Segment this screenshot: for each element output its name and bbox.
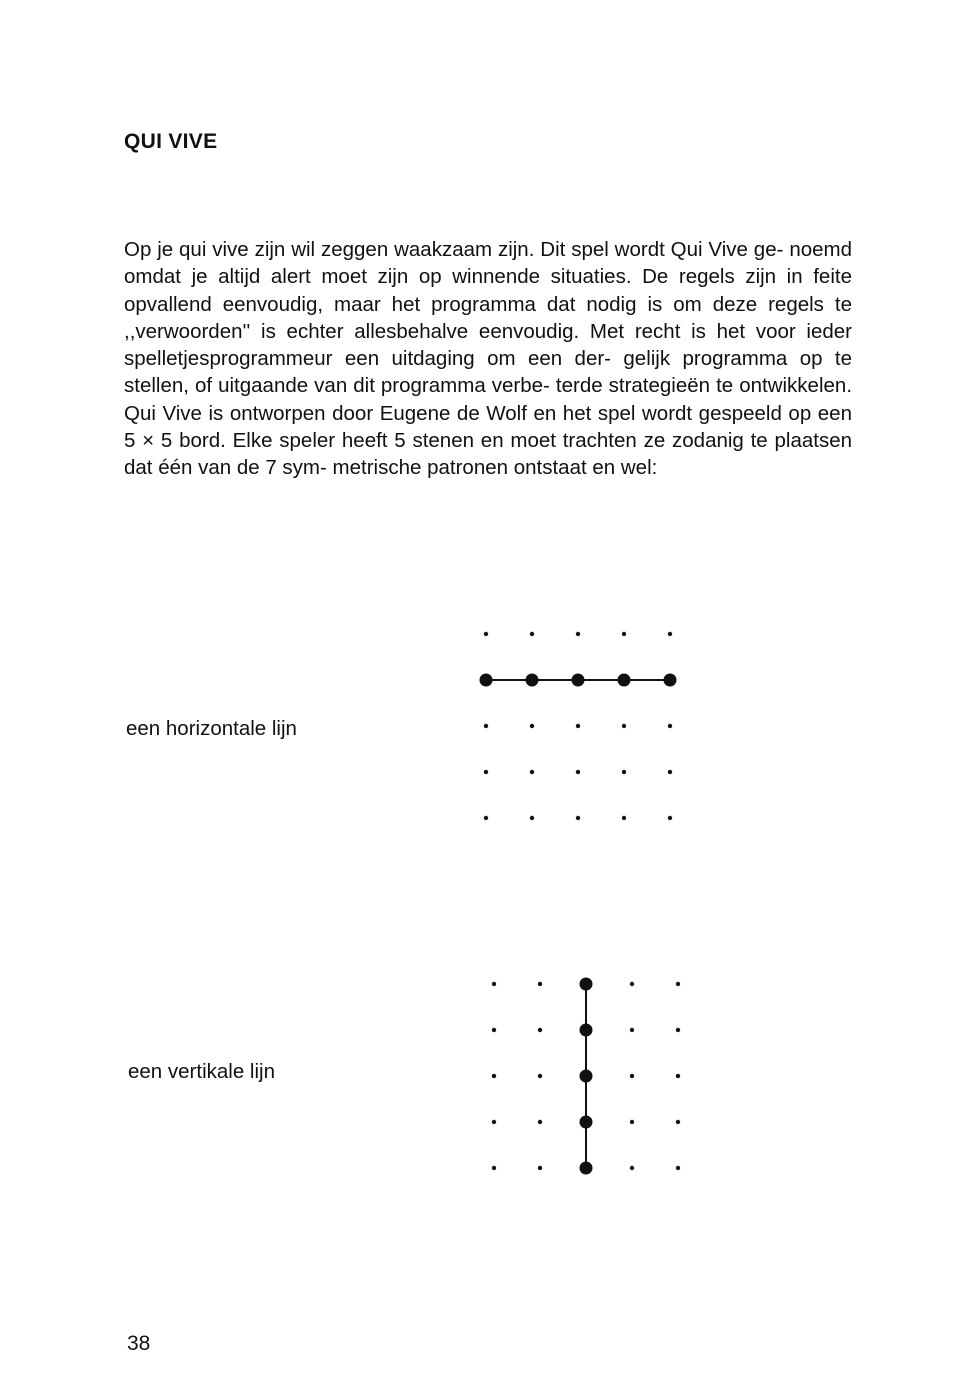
pattern-label-vertical: een vertikale lijn bbox=[128, 1060, 275, 1083]
stone bbox=[618, 674, 631, 687]
intro-line: gelijk programma op te stellen, of uitgaande van dit programma verbe- bbox=[124, 347, 852, 398]
grid-dot bbox=[530, 724, 534, 728]
page-number: 38 bbox=[127, 1332, 151, 1355]
grid-dot bbox=[630, 1166, 634, 1170]
grid-dot bbox=[676, 1028, 680, 1032]
grid-dot bbox=[492, 982, 496, 986]
intro-line: 5 stenen en moet trachten ze zodanig te plaatsen dat één van de 7 sym- bbox=[124, 429, 852, 480]
grid-dot bbox=[492, 1074, 496, 1078]
intro-line: recht is het voor ieder spelletjesprogrammeur een uitdaging om een der- bbox=[124, 319, 853, 371]
grid-dot bbox=[492, 1028, 496, 1032]
pattern-board-vertical bbox=[478, 968, 698, 1188]
grid-dot bbox=[538, 1074, 542, 1078]
intro-line: metrische patronen ontstaat en wel: bbox=[332, 456, 658, 480]
intro-paragraph bbox=[124, 236, 852, 482]
stone bbox=[580, 1116, 593, 1129]
section-title: QUI VIVE bbox=[124, 130, 218, 153]
grid-dot bbox=[484, 724, 488, 728]
grid-dot bbox=[622, 632, 626, 636]
grid-dot bbox=[538, 1166, 542, 1170]
grid-dot bbox=[530, 770, 534, 774]
grid-dot bbox=[530, 632, 534, 636]
stone bbox=[664, 674, 677, 687]
stone bbox=[580, 1024, 593, 1037]
pattern-board-horizontal bbox=[470, 618, 690, 838]
stone bbox=[580, 1070, 593, 1083]
intro-line: Wolf en het spel wordt gespeeld op een 5 × 5 bord. Elke speler heeft bbox=[124, 401, 852, 453]
grid-dot bbox=[484, 770, 488, 774]
intro-line: deze regels te ,,verwoorden'' is echter allesbehalve eenvoudig. Met bbox=[124, 292, 852, 343]
pattern-label-horizontal: een horizontale lijn bbox=[126, 717, 297, 740]
grid-dot bbox=[668, 724, 672, 728]
stone bbox=[526, 674, 539, 687]
grid-dot bbox=[538, 1120, 542, 1124]
grid-dot bbox=[492, 1120, 496, 1124]
grid-dot bbox=[676, 1074, 680, 1078]
grid-dot bbox=[630, 982, 634, 986]
grid-dot bbox=[676, 1120, 680, 1124]
grid-dot bbox=[538, 982, 542, 986]
grid-dot bbox=[630, 1074, 634, 1078]
stone bbox=[580, 978, 593, 991]
grid-dot bbox=[492, 1166, 496, 1170]
stone bbox=[480, 674, 493, 687]
grid-dot bbox=[622, 770, 626, 774]
grid-dot bbox=[484, 632, 488, 636]
grid-dot bbox=[630, 1028, 634, 1032]
grid-dot bbox=[622, 816, 626, 820]
intro-line: noemd omdat je altijd alert moet zijn op winnende situaties. De regels bbox=[124, 238, 852, 289]
grid-dot bbox=[630, 1120, 634, 1124]
stone bbox=[572, 674, 585, 687]
grid-dot bbox=[676, 982, 680, 986]
stone bbox=[580, 1162, 593, 1175]
intro-line: Op je qui vive zijn wil zeggen waakzaam zijn. Dit spel wordt Qui Vive ge- bbox=[124, 238, 784, 261]
grid-dot bbox=[676, 1166, 680, 1170]
intro-line: zijn in feite opvallend eenvoudig, maar het programma dat nodig is om bbox=[124, 265, 852, 316]
grid-dot bbox=[576, 770, 580, 774]
grid-dot bbox=[484, 816, 488, 820]
grid-dot bbox=[576, 632, 580, 636]
grid-dot bbox=[538, 1028, 542, 1032]
grid-dot bbox=[576, 816, 580, 820]
intro-line: terde strategieën te ontwikkelen. Qui Vive is ontworpen door Eugene de bbox=[124, 374, 853, 425]
grid-dot bbox=[576, 724, 580, 728]
grid-dot bbox=[530, 816, 534, 820]
grid-dot bbox=[668, 770, 672, 774]
grid-dot bbox=[668, 816, 672, 820]
grid-dot bbox=[668, 632, 672, 636]
grid-dot bbox=[622, 724, 626, 728]
